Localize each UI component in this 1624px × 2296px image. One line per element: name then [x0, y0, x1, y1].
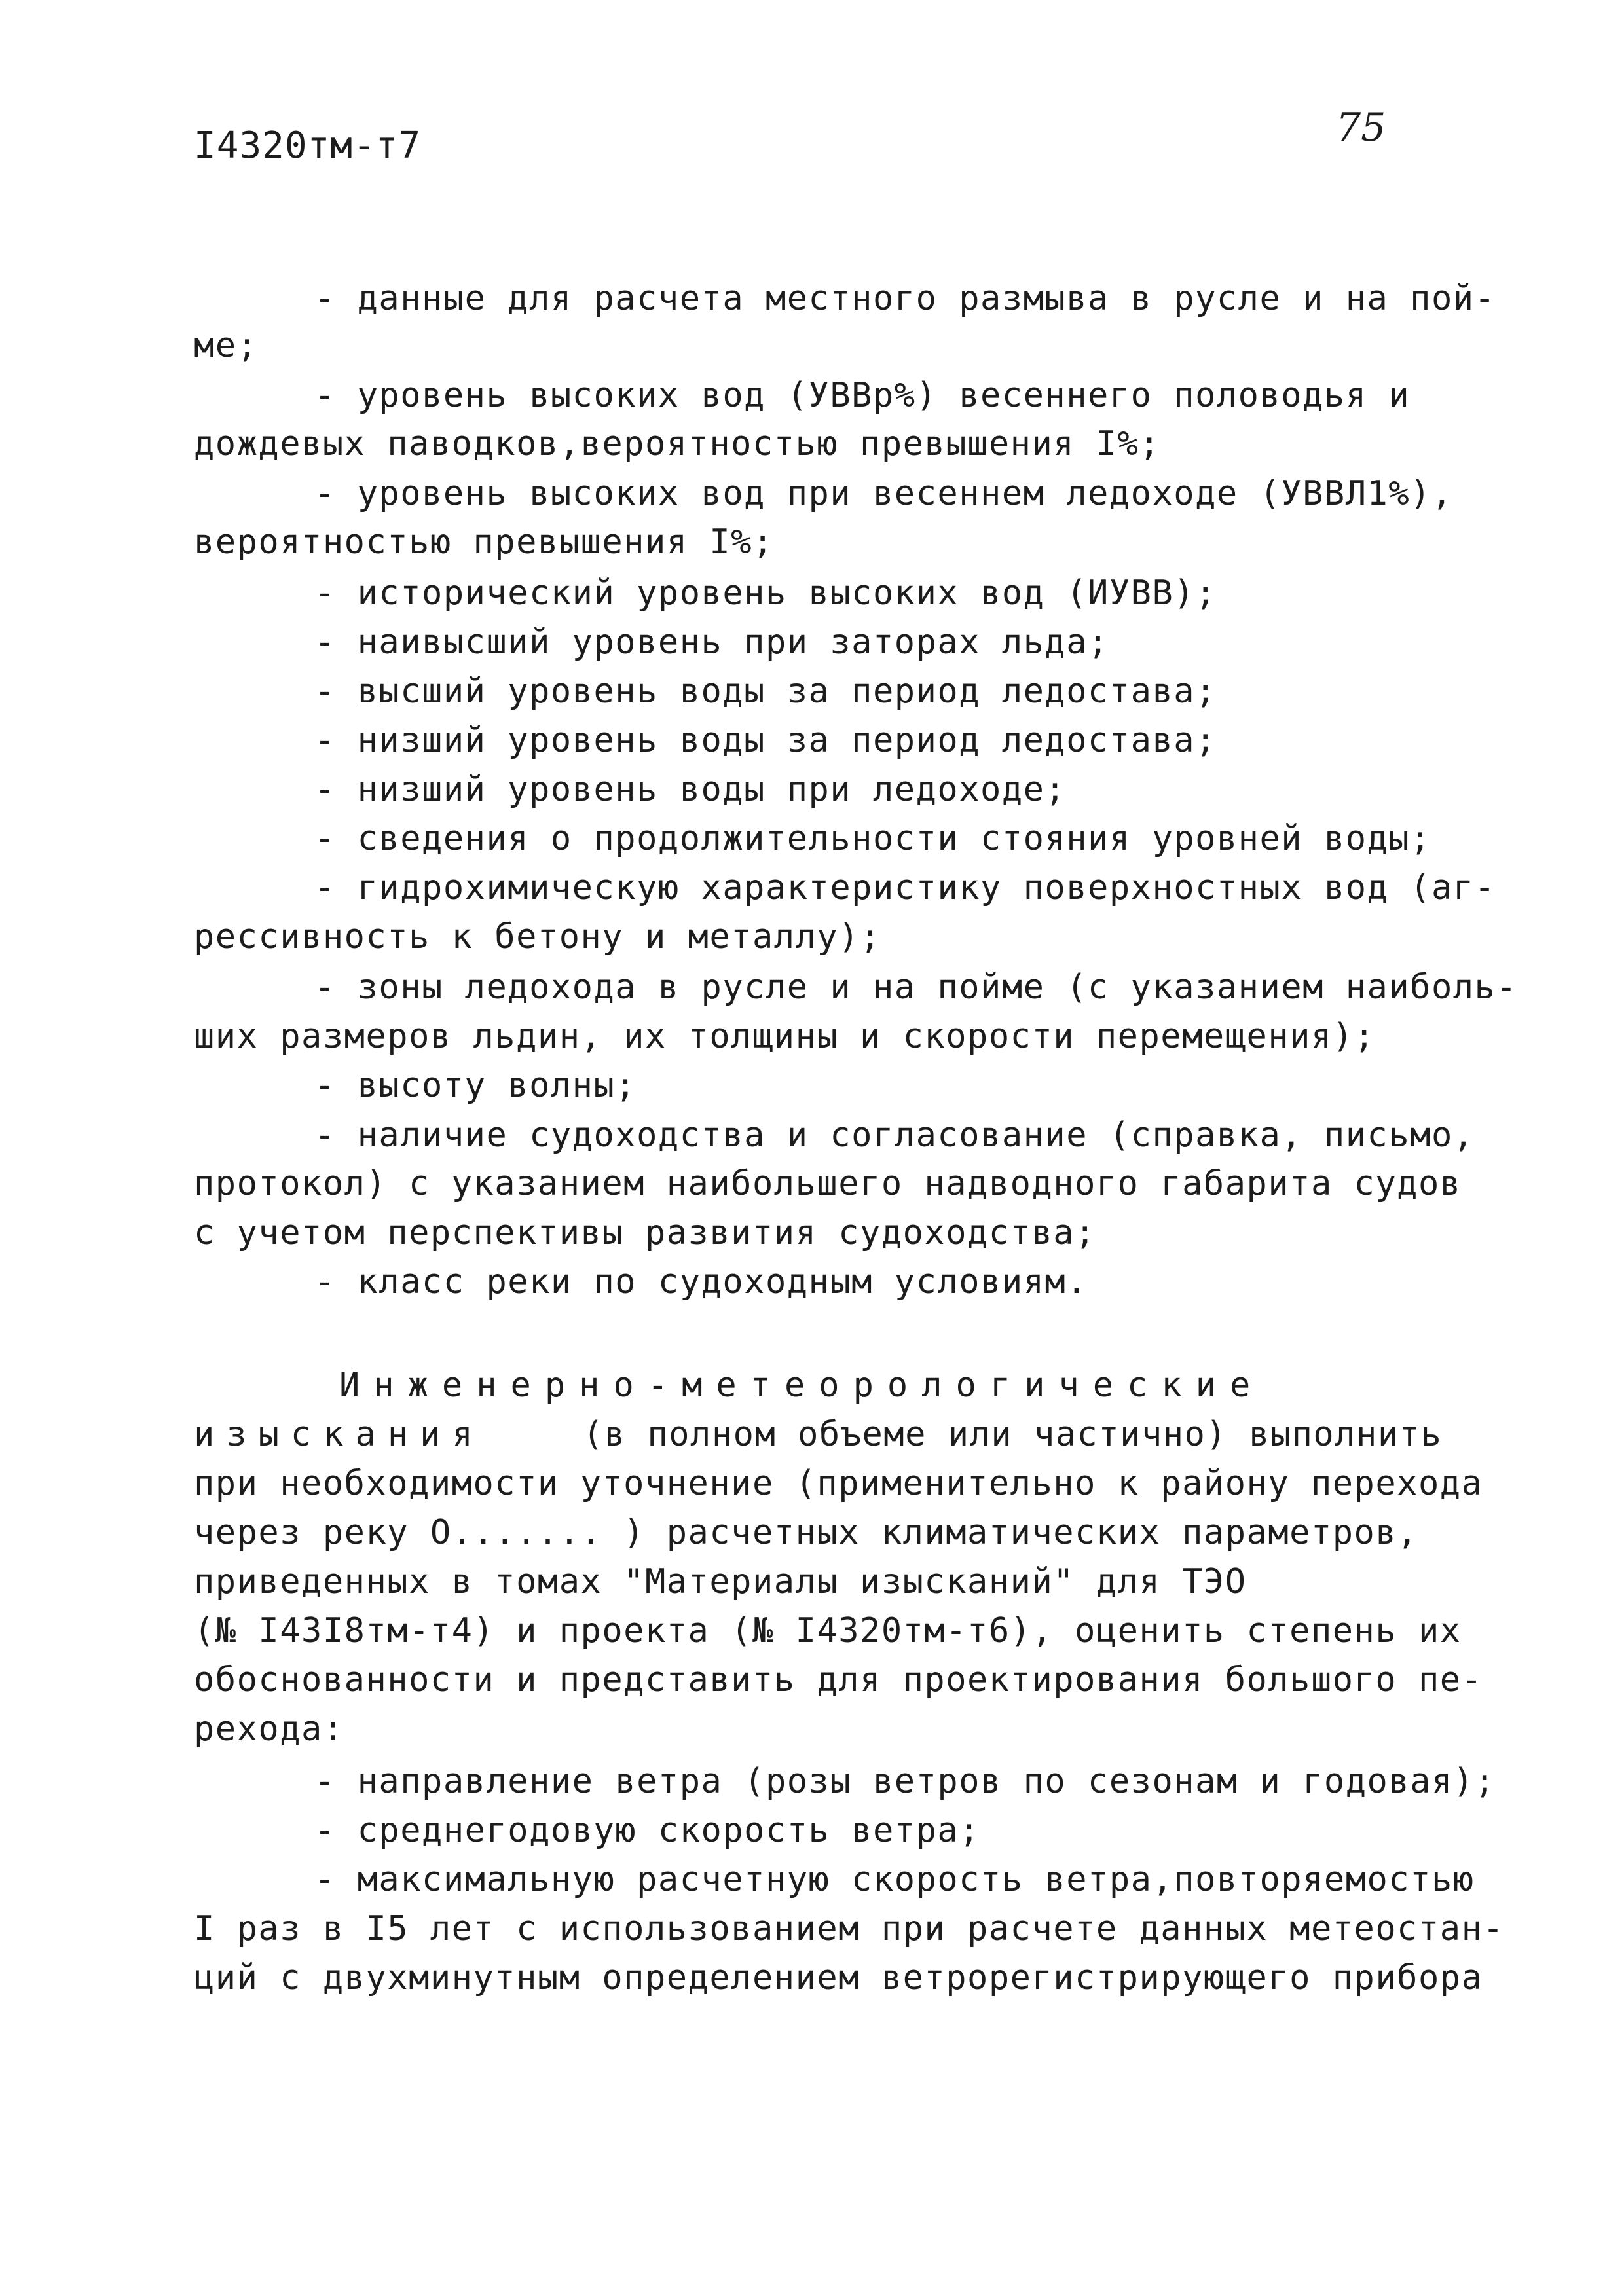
text-line: - уровень высоких вод при весеннем ледоходе (УВВЛ1%), — [314, 474, 1453, 513]
text-line: - гидрохимическую характеристику поверхностных вод (аг- — [314, 868, 1496, 907]
text-line: приведенных в томах "Материалы изысканий" для ТЭО — [194, 1562, 1247, 1601]
text-line: ций с двухминутным определением ветрорегистрирующего прибора — [194, 1958, 1483, 1997]
list-item: - высший уровень воды за период ледостава; — [314, 672, 1217, 711]
text-line: при необходимости уточнение (применительно к району перехода — [194, 1464, 1483, 1503]
page-number: 75 — [1336, 105, 1386, 151]
text-line: (№ I43I8тм-т4) и проекта (№ I4320тм-т6), оценить степень их — [194, 1611, 1462, 1650]
text-line: ших размеров льдин, их толщины и скорости перемещения); — [194, 1017, 1376, 1056]
text-line: через реку О....... ) расчетных климатических параметров, — [194, 1513, 1418, 1552]
section-heading-continuation: изыскания — [194, 1415, 485, 1454]
document-code: I4320тм-т7 — [194, 124, 422, 167]
list-item: - высоту волны; — [314, 1066, 637, 1105]
text-line: дождевых паводков,вероятностью превышения I%; — [194, 424, 1161, 464]
list-item: - наивысший уровень при заторах льда; — [314, 623, 1109, 662]
text-line: - максимальную расчетную скорость ветра,повторяемостью — [314, 1860, 1475, 1899]
list-item: - низший уровень воды за период ледостава; — [314, 721, 1217, 760]
text-line: рессивность к бетону и металлу); — [194, 917, 881, 957]
text-line: - зоны ледохода в русле и на пойме (с указанием наиболь- — [314, 968, 1518, 1007]
list-item: - направление ветра (розы ветров по сезонам и годовая); — [314, 1762, 1496, 1801]
text-line: рехода: — [194, 1709, 344, 1749]
text-line: с учетом перспективы развития судоходства; — [194, 1213, 1096, 1252]
text-line: ме; — [194, 326, 259, 365]
text-line: I раз в I5 лет с использованием при расчете данных метеостан- — [194, 1909, 1505, 1948]
text-line: протокол) с указанием наибольшего надводного габарита судов — [194, 1164, 1462, 1203]
text-line: обоснованности и представить для проектирования большого пе- — [194, 1660, 1483, 1700]
text-line: - данные для расчета местного размыва в русле и на пой- — [314, 279, 1496, 318]
list-item: - среднегодовую скорость ветра; — [314, 1811, 981, 1850]
text-line: (в полном объеме или частично) выполнить — [583, 1415, 1443, 1454]
list-item: - класс реки по судоходным условиям. — [314, 1262, 1088, 1302]
section-heading: Инженерно-метеорологические — [339, 1366, 1264, 1405]
text-line: - уровень высоких вод (УВВр%) весеннего половодья и — [314, 376, 1411, 415]
list-item: - сведения о продолжительности стояния уровней воды; — [314, 819, 1431, 858]
text-line: - наличие судоходства и согласование (справка, письмо, — [314, 1116, 1475, 1155]
text-line: вероятностью превышения I%; — [194, 522, 774, 562]
list-item: - низший уровень воды при ледоходе; — [314, 770, 1067, 809]
list-item: - исторический уровень высоких вод (ИУВВ); — [314, 574, 1217, 613]
